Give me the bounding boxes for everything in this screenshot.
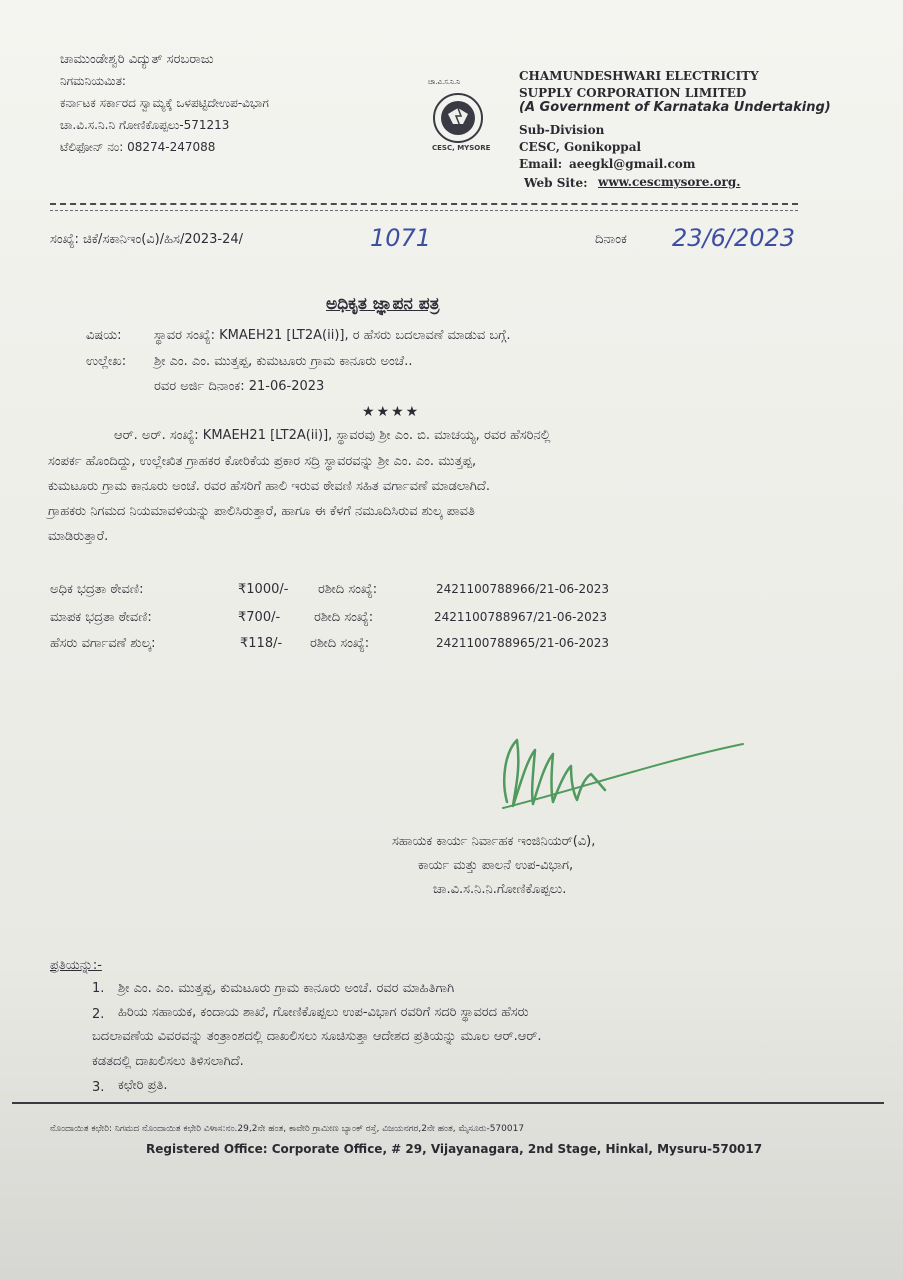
fee-receipt: 2421100788965/21-06-2023 bbox=[436, 636, 610, 650]
email-value: aeegkl@gmail.com bbox=[569, 157, 696, 171]
header-left-line2: ನಿಗಮನಿಯಮಿತ: bbox=[60, 74, 126, 88]
copy-item-number: 1. bbox=[92, 981, 105, 996]
web-label: Web Site: bbox=[524, 176, 588, 190]
header-left-line3: ಕರ್ನಾಟಕ ಸರ್ಕಾರದ ಸ್ವಾಮ್ಯಕ್ಕೆ ಒಳಪಟ್ಟಿದೇಉಪ-ವಿಭಾಗ bbox=[60, 96, 269, 110]
fee-receipt-label: ರಶೀದಿ ಸಂಖ್ಯೆ: bbox=[318, 582, 378, 597]
footer-divider bbox=[12, 1102, 884, 1104]
date-label: ದಿನಾಂಕ bbox=[595, 232, 627, 247]
email-label: Email: bbox=[519, 157, 563, 171]
copy-item-line3: ಕಡತದಲ್ಲಿ ದಾಖಲಿಸಲು ತಿಳಿಸಲಾಗಿದೆ. bbox=[92, 1054, 244, 1069]
reference-number-handwritten: 1071 bbox=[370, 224, 432, 252]
body-line3: ಕುಮಟೂರು ಗ್ರಾಮ ಕಾನೂರು ಅಂಚೆ. ರವರ ಹೆಸರಿಗೆ ಹಾಲಿ ಇರುವ ಠೇವಣಿ ಸಹಿತ ವರ್ಗಾವಣೆ ಮಾಡಲಾಗಿದೆ. bbox=[48, 479, 490, 494]
fee-receipt-label: ರಶೀದಿ ಸಂಖ್ಯೆ: bbox=[314, 610, 374, 625]
header-left-line4: ಚಾ.ವಿ.ಸ.ನಿ.ನಿ ಗೋಣಿಕೊಪ್ಪಲು-571213 bbox=[60, 118, 230, 132]
body-line5: ಮಾಡಿರುತ್ತಾರೆ. bbox=[48, 529, 109, 544]
body-line4: ಗ್ರಾಹಕರು ನಿಗಮದ ನಿಯಮಾವಳಿಯನ್ನು ಪಾಲಿಸಿರುತ್ತಾರೆ, ಹಾಗೂ ಈ ಕೆಳಗೆ ನಮೂದಿಸಿರುವ ಶುಲ್ಕ ಪಾವತಿ bbox=[48, 504, 475, 519]
logo-top-text: ಚಾ.ವಿ.ಸ.ನಿ.ನಿ bbox=[428, 78, 461, 86]
header-right-line4: Sub-Division bbox=[519, 123, 605, 137]
header-left-line1: ಚಾಮುಂಡೇಶ್ವರಿ ವಿದ್ಯುತ್ ಸರಬರಾಜು bbox=[60, 52, 214, 67]
fee-amount: ₹1000/- bbox=[238, 582, 289, 597]
website-link[interactable]: www.cescmysore.org. bbox=[598, 175, 741, 189]
fee-receipt: 2421100788967/21-06-2023 bbox=[434, 610, 608, 624]
header-left-line5: ಟೆಲಿಫೋನ್ ನಂ: 08274-247088 bbox=[60, 140, 216, 154]
reference-line1: ಶ್ರೀ ಎಂ. ಎಂ. ಮುತ್ತಪ್ಪ, ಕುಮಟೂರು ಗ್ರಾಮ ಕಾನೂರು ಅಂಚೆ.. bbox=[154, 354, 413, 369]
copy-item-number: 3. bbox=[92, 1080, 105, 1095]
fee-label: ಹೆಸರು ವರ್ಗಾವಣೆ ಶುಲ್ಕ: bbox=[50, 636, 156, 651]
signatory-org: ಚಾ.ವಿ.ಸ.ನಿ.ನಿ.ಗೋಣಿಕೊಪ್ಪಲು. bbox=[433, 882, 567, 897]
body-line2: ಸಂಪರ್ಕ ಹೊಂದಿದ್ದು, ಉಲ್ಲೇಖಿತ ಗ್ರಾಹಕರ ಕೋರಿಕೆಯ ಪ್ರಕಾರ ಸದ್ರಿ ಸ್ಥಾವರವನ್ನು ಶ್ರೀ ಎಂ. ಎಂ. ಮುತ್ತಪ್ಪ, bbox=[48, 454, 477, 469]
footer-kannada-address: ನೊಂದಾಯಿತ ಕಛೇರಿ: ನಿಗಮದ ನೊಂದಾಯಿತ ಕಛೇರಿ ವಿಳಾಸ:ನಂ.29,2ನೇ ಹಂತ, ಕಾವೇರಿ ಗ್ರಾಮೀಣ ಬ್ಯಾಂಕ್ ರಸ್ತೆ, ವಿಜಯನಗರ,2ನೇ ಹಂತ, ಮೈಸೂರು-570017 bbox=[50, 1124, 525, 1134]
reference-number-label: ಸಂಖ್ಯೆ: ಚಿಕೆ/ಸಕಾನಿಇಂ(ವಿ)/ಹಿಸ/2023-24/ bbox=[50, 232, 244, 247]
handwritten-signature bbox=[495, 730, 755, 820]
footer-english-address: Registered Office: Corporate Office, # 29, Vijayanagara, 2nd Stage, Hinkal, Mysuru-570017 bbox=[146, 1142, 763, 1156]
document-title: ಅಧಿಕೃತ ಜ್ಞಾಪನ ಪತ್ರ bbox=[326, 294, 440, 314]
header-right-line3: (A Government of Karnataka Undertaking) bbox=[519, 100, 831, 115]
logo-bottom-text: CESC, MYSORE bbox=[432, 144, 491, 152]
fee-amount: ₹700/- bbox=[238, 610, 281, 625]
header-divider bbox=[50, 203, 798, 205]
copy-item-number: 2. bbox=[92, 1007, 105, 1022]
reference-label: ಉಲ್ಲೇಖ: bbox=[86, 354, 127, 369]
signatory-office: ಕಾರ್ಯ ಮತ್ತು ಪಾಲನೆ ಉಪ-ವಿಭಾಗ, bbox=[418, 858, 574, 873]
header-divider-2 bbox=[50, 210, 798, 211]
copy-item: ಕಛೇರಿ ಪ್ರತಿ. bbox=[118, 1078, 168, 1093]
subject-text: ಸ್ಥಾವರ ಸಂಖ್ಯೆ: KMAEH21 [LT2A(ii)], ರ ಹೆಸರು ಬದಲಾವಣೆ ಮಾಡುವ ಬಗ್ಗೆ. bbox=[154, 328, 511, 343]
signatory-designation: ಸಹಾಯಕ ಕಾರ್ಯ ನಿರ್ವಾಹಕ ಇಂಜಿನಿಯರ್(ವಿ), bbox=[392, 834, 596, 849]
copies-heading: ಪ್ರತಿಯನ್ನು:- bbox=[50, 958, 102, 973]
header-right-line5: CESC, Gonikoppal bbox=[519, 140, 642, 154]
subject-label: ವಿಷಯ: bbox=[86, 328, 122, 343]
fee-label: ಮಾಪಕ ಭದ್ರತಾ ಠೇವಣಿ: bbox=[50, 610, 152, 625]
fee-label: ಅಧಿಕ ಭದ್ರತಾ ಠೇವಣಿ: bbox=[50, 582, 144, 597]
reference-line2: ರವರ ಅರ್ಜಿ ದಿನಾಂಕ: 21-06-2023 bbox=[154, 379, 325, 394]
separator-stars: ★★★★ bbox=[362, 404, 421, 420]
date-handwritten: 23/6/2023 bbox=[672, 224, 796, 252]
header-right-line2: SUPPLY CORPORATION LIMITED bbox=[519, 86, 747, 100]
header-right-line1: CHAMUNDESHWARI ELECTRICITY bbox=[519, 69, 759, 83]
copy-item: ಹಿರಿಯ ಸಹಾಯಕ, ಕಂದಾಯ ಶಾಖೆ, ಗೋಣಿಕೊಪ್ಪಲು ಉಪ-ವಿಭಾಗ ರವರಿಗೆ ಸದರಿ ಸ್ಥಾವರದ ಹೆಸರು bbox=[118, 1005, 529, 1020]
fee-receipt: 2421100788966/21-06-2023 bbox=[436, 582, 610, 596]
copy-item-line2: ಬದಲಾವಣೆಯ ವಿವರವನ್ನು ತಂತ್ರಾಂಶದಲ್ಲಿ ದಾಖಲಿಸಲು ಸೂಚಿಸುತ್ತಾ ಆದೇಶದ ಪ್ರತಿಯನ್ನು ಮೂಲ ಆರ್.ಆರ್. bbox=[92, 1029, 542, 1044]
fee-amount: ₹118/- bbox=[240, 636, 283, 651]
body-line1: ಆರ್. ಅರ್. ಸಂಖ್ಯೆ: KMAEH21 [LT2A(ii)], ಸ್ಥಾವರವು ಶ್ರೀ ಎಂ. ಬಿ. ಮಾಚಯ್ಯ, ರವರ ಹೆಸರಿನಲ್ಲಿ bbox=[114, 428, 551, 443]
copy-item: ಶ್ರೀ ಎಂ. ಎಂ. ಮುತ್ತಪ್ಪ, ಕುಮಟೂರು ಗ್ರಾಮ ಕಾನೂರು ಅಂಚೆ. ರವರ ಮಾಹಿತಿಗಾಗಿ bbox=[118, 981, 455, 996]
fee-receipt-label: ರಶೀದಿ ಸಂಖ್ಯೆ: bbox=[310, 636, 370, 651]
